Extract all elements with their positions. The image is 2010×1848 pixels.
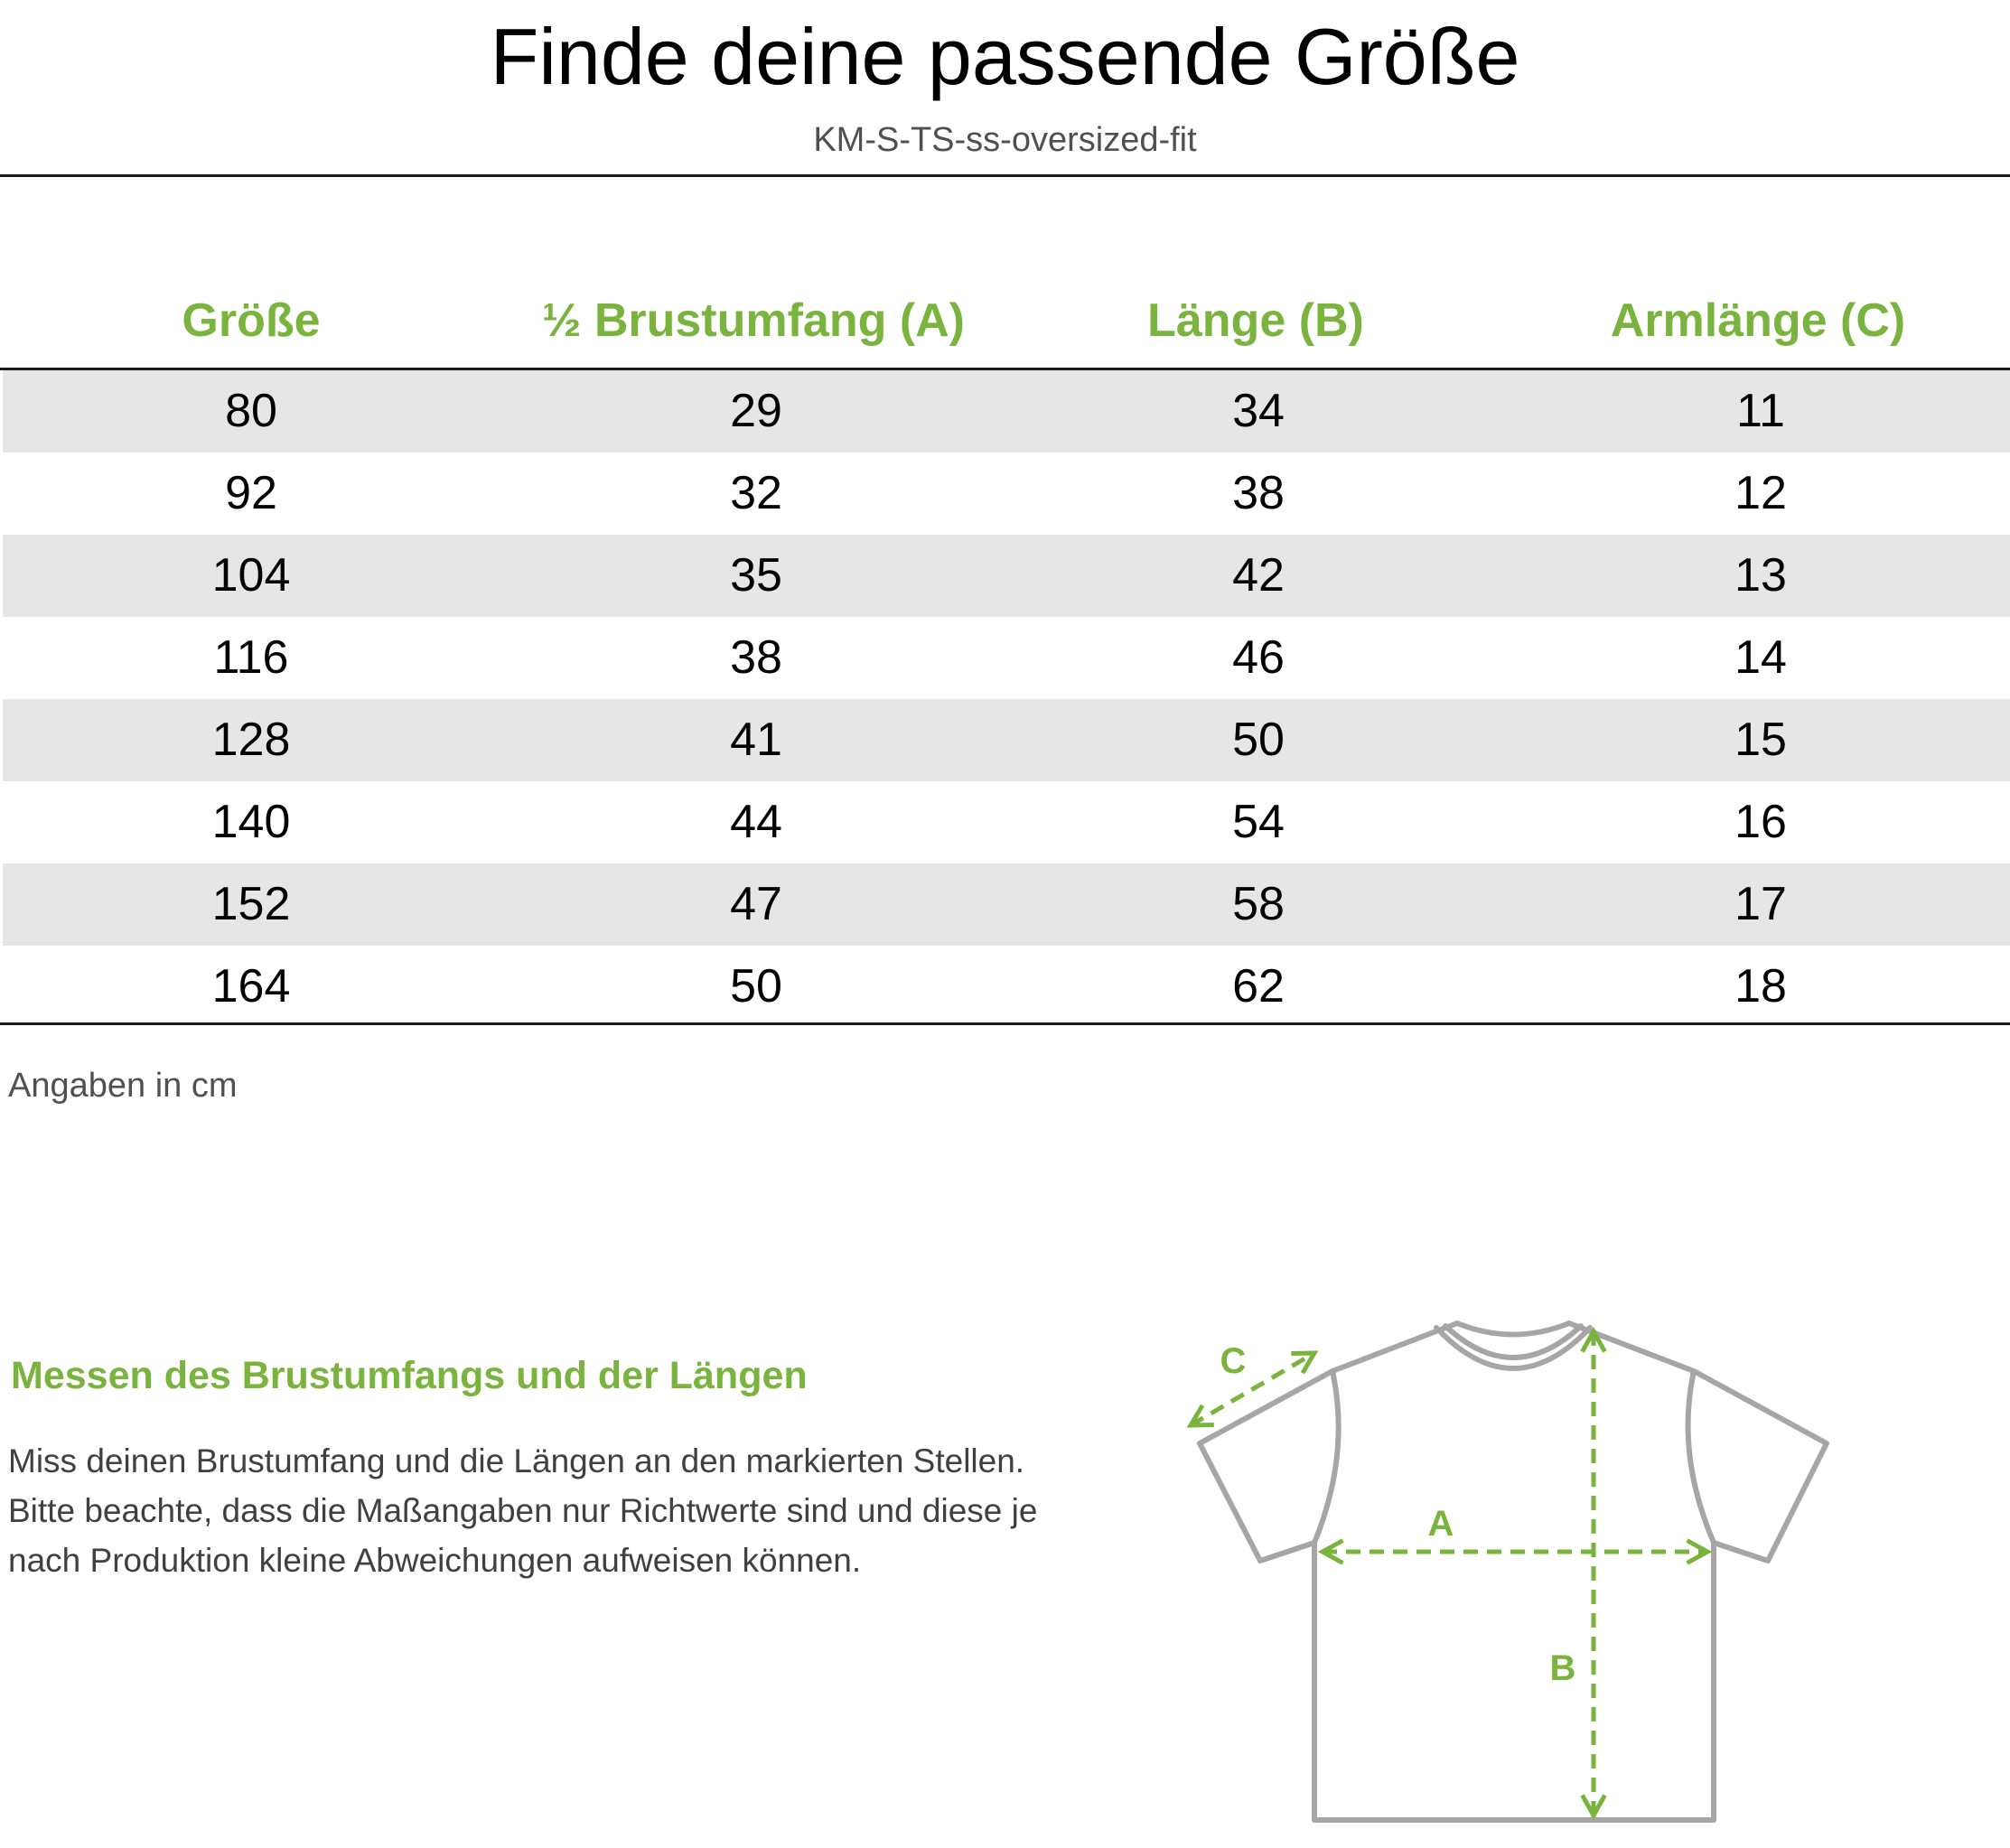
table-row xyxy=(3,370,2010,453)
size-cell: 104 xyxy=(211,549,291,602)
header-half-chest: ½ Brustumfang (A) xyxy=(542,294,965,347)
measuring-paragraph: Miss deinen Brustumfang und die Längen an den markierten Stellen. xyxy=(8,1442,1025,1479)
half-chest-cell: 29 xyxy=(730,385,782,437)
measuring-instructions xyxy=(8,1436,1047,1585)
size-cell: 80 xyxy=(225,385,277,437)
length-cell: 54 xyxy=(1232,796,1285,848)
size-cell: 152 xyxy=(211,878,291,930)
label-c: C xyxy=(1220,1341,1247,1381)
title-divider xyxy=(0,174,2010,177)
half-chest-cell: 47 xyxy=(730,878,782,930)
table-row xyxy=(3,699,2010,781)
page-title: Finde deine passende Größe xyxy=(490,12,1520,101)
table-row xyxy=(3,863,2010,946)
length-cell: 34 xyxy=(1232,385,1285,437)
unit-note: Angaben in cm xyxy=(8,1067,238,1105)
sleeve-cell: 14 xyxy=(1734,631,1787,684)
half-chest-cell: 41 xyxy=(730,714,782,766)
half-chest-cell: 44 xyxy=(730,796,782,848)
length-cell: 42 xyxy=(1232,549,1285,602)
length-cell: 62 xyxy=(1232,960,1285,1013)
table-row xyxy=(3,535,2010,617)
size-cell: 128 xyxy=(211,714,291,766)
sleeve-cell: 13 xyxy=(1734,549,1787,602)
sleeve-cell: 18 xyxy=(1734,960,1787,1013)
length-cell: 50 xyxy=(1232,714,1285,766)
size-cell: 140 xyxy=(211,796,291,848)
size-cell: 116 xyxy=(213,631,289,684)
label-a: A xyxy=(1427,1504,1454,1544)
half-chest-cell: 38 xyxy=(730,631,782,684)
length-cell: 38 xyxy=(1232,467,1285,519)
sleeve-cell: 16 xyxy=(1734,796,1787,848)
length-cell: 58 xyxy=(1232,878,1285,930)
table-row xyxy=(3,453,2010,535)
half-chest-cell: 50 xyxy=(730,960,782,1013)
article-code: KM-S-TS-ss-oversized-fit xyxy=(813,121,1197,159)
sleeve-cell: 12 xyxy=(1734,467,1787,519)
length-cell: 46 xyxy=(1232,631,1285,684)
size-cell: 164 xyxy=(211,960,291,1013)
sleeve-cell: 17 xyxy=(1734,878,1787,930)
half-chest-cell: 35 xyxy=(730,549,782,602)
header-sleeve-length: Armlänge (C) xyxy=(1610,294,1906,347)
table-header-row xyxy=(0,280,2010,361)
measuring-heading: Messen des Brustumfangs und der Längen xyxy=(11,1354,808,1397)
sleeve-cell: 11 xyxy=(1736,385,1785,437)
tshirt-outline xyxy=(1200,1323,1827,1820)
half-chest-cell: 32 xyxy=(730,467,782,519)
measuring-paragraph: Bitte beachte, dass die Maßangaben nur Richtwerte sind und diese je nach Produktion kleine Abweichungen aufweisen können. xyxy=(8,1492,1038,1579)
tshirt-measurement-diagram xyxy=(1174,1310,1861,1843)
table-row xyxy=(3,617,2010,699)
header-size: Größe xyxy=(182,294,321,347)
table-row xyxy=(3,781,2010,863)
header-length: Länge (B) xyxy=(1147,294,1364,347)
table-row xyxy=(3,946,2010,1028)
size-cell: 92 xyxy=(225,467,277,519)
table-bottom-border xyxy=(0,1022,2010,1025)
label-b: B xyxy=(1549,1648,1576,1688)
sleeve-cell: 15 xyxy=(1734,714,1787,766)
